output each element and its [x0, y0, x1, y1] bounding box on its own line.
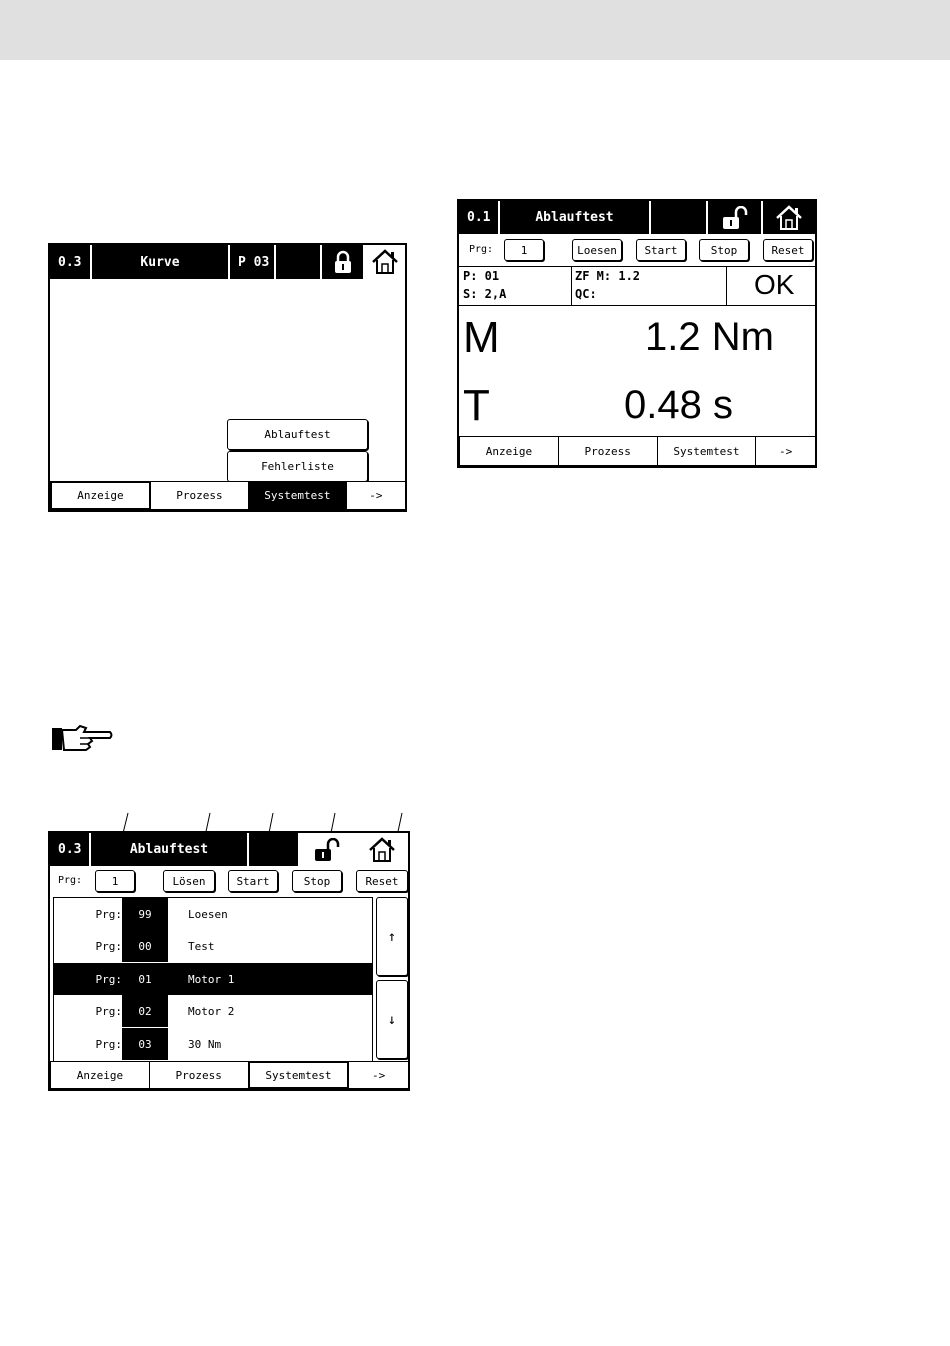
lock-button[interactable]	[300, 833, 356, 866]
row-text: 30 Nm	[188, 1037, 222, 1051]
home-icon	[371, 249, 399, 275]
tab-systemtest[interactable]: Systemtest	[657, 436, 757, 466]
row-label: Prg:	[95, 972, 122, 986]
info-divider-2	[726, 267, 727, 305]
arrow-up-icon: ↑	[387, 928, 397, 945]
scroll-up-button[interactable]	[376, 897, 408, 976]
row-text: Motor 1	[188, 972, 235, 986]
header-bar	[459, 201, 815, 234]
torque-value: 1.2 Nm	[645, 315, 774, 359]
info-panel	[459, 266, 815, 306]
row-number: 03	[122, 1028, 168, 1060]
row-number: 01	[122, 963, 168, 995]
menu-item-fehlerliste[interactable]: Fehlerliste	[227, 451, 368, 482]
stop-button[interactable]: Stop	[699, 239, 749, 261]
screen-kurve	[48, 243, 407, 512]
time-value: 0.48 s	[624, 383, 733, 427]
prg-input[interactable]: 1	[504, 239, 544, 261]
info-qc: QC:	[575, 287, 597, 301]
list-item-selected[interactable]	[54, 963, 372, 995]
tab-systemtest[interactable]: Systemtest	[248, 481, 347, 510]
header-bar	[50, 833, 408, 866]
start-button[interactable]: Start	[636, 239, 686, 261]
prg-input[interactable]: 1	[95, 870, 135, 892]
tab-anzeige[interactable]: Anzeige	[50, 1061, 150, 1089]
header-empty-cell	[249, 833, 300, 866]
home-button[interactable]	[763, 201, 815, 234]
arrow-down-icon: ↓	[387, 1011, 397, 1028]
reset-button[interactable]: Reset	[763, 239, 813, 261]
row-label: Prg:	[95, 1037, 122, 1051]
lock-button[interactable]	[708, 201, 763, 234]
time-label: T	[463, 381, 490, 430]
program-indicator: P 03	[230, 245, 276, 279]
prg-label: Prg:	[58, 875, 83, 886]
tab-anzeige[interactable]: Anzeige	[50, 481, 151, 510]
page-top-bar	[0, 0, 950, 60]
lock-open-icon	[313, 838, 341, 862]
row-label: Prg:	[95, 939, 122, 953]
tab-next[interactable]: ->	[755, 436, 816, 466]
prg-label: Prg:	[469, 244, 494, 255]
row-number: 02	[122, 995, 168, 1027]
header-empty-cell	[651, 201, 708, 234]
scroll-down-button[interactable]	[376, 980, 408, 1059]
tab-prozess[interactable]: Prozess	[558, 436, 658, 466]
screen-ablauftest-result	[457, 199, 817, 468]
tab-prozess[interactable]: Prozess	[150, 481, 249, 510]
info-s: S: 2,A	[463, 287, 507, 301]
program-list	[53, 897, 373, 1062]
row-label: Prg:	[95, 1004, 122, 1018]
tab-next[interactable]: ->	[348, 1061, 409, 1089]
pointing-hand-icon	[50, 722, 114, 756]
screen-title: Ablauftest	[500, 201, 651, 234]
list-item[interactable]	[54, 995, 372, 1027]
reset-button[interactable]: Reset	[356, 870, 408, 892]
screen-title: Ablauftest	[91, 833, 249, 866]
list-item[interactable]	[54, 930, 372, 962]
row-text: Loesen	[188, 907, 228, 921]
list-item[interactable]	[54, 1028, 372, 1060]
stop-button[interactable]: Stop	[292, 870, 342, 892]
torque-label: M	[463, 313, 500, 362]
list-item[interactable]	[54, 898, 372, 930]
loesen-button[interactable]: Lösen	[163, 870, 215, 892]
screen-title: Kurve	[92, 245, 230, 279]
menu-item-ablauftest[interactable]: Ablauftest	[227, 419, 368, 450]
row-number: 99	[122, 898, 168, 930]
row-text: Motor 2	[188, 1004, 235, 1018]
info-zf: ZF M: 1.2	[575, 269, 641, 283]
lock-open-icon	[721, 206, 749, 230]
tab-systemtest[interactable]: Systemtest	[248, 1061, 350, 1089]
home-icon	[775, 205, 803, 231]
header-bar	[50, 245, 405, 279]
info-p: P: 01	[463, 269, 500, 283]
screen-code: 0.3	[50, 833, 91, 866]
tab-bar	[459, 436, 815, 466]
header-empty-cell	[276, 245, 322, 279]
row-label: Prg:	[95, 907, 122, 921]
home-button[interactable]	[356, 833, 408, 866]
home-icon	[368, 837, 396, 863]
tab-prozess[interactable]: Prozess	[149, 1061, 249, 1089]
screen-code: 0.3	[50, 245, 92, 279]
start-button[interactable]: Start	[228, 870, 278, 892]
screen-ablauftest-list	[48, 831, 410, 1091]
status-ok: OK	[754, 269, 795, 300]
lock-button[interactable]	[322, 245, 365, 279]
home-button[interactable]	[365, 245, 405, 279]
tab-bar	[50, 1061, 408, 1089]
info-divider-1	[571, 267, 572, 305]
loesen-button[interactable]: Loesen	[572, 239, 622, 261]
row-text: Test	[188, 939, 215, 953]
tab-anzeige[interactable]: Anzeige	[459, 436, 559, 466]
tab-bar	[50, 481, 405, 510]
screen-code: 0.1	[459, 201, 500, 234]
row-number: 00	[122, 930, 168, 962]
tab-next[interactable]: ->	[346, 481, 406, 510]
lock-closed-icon	[333, 250, 353, 274]
